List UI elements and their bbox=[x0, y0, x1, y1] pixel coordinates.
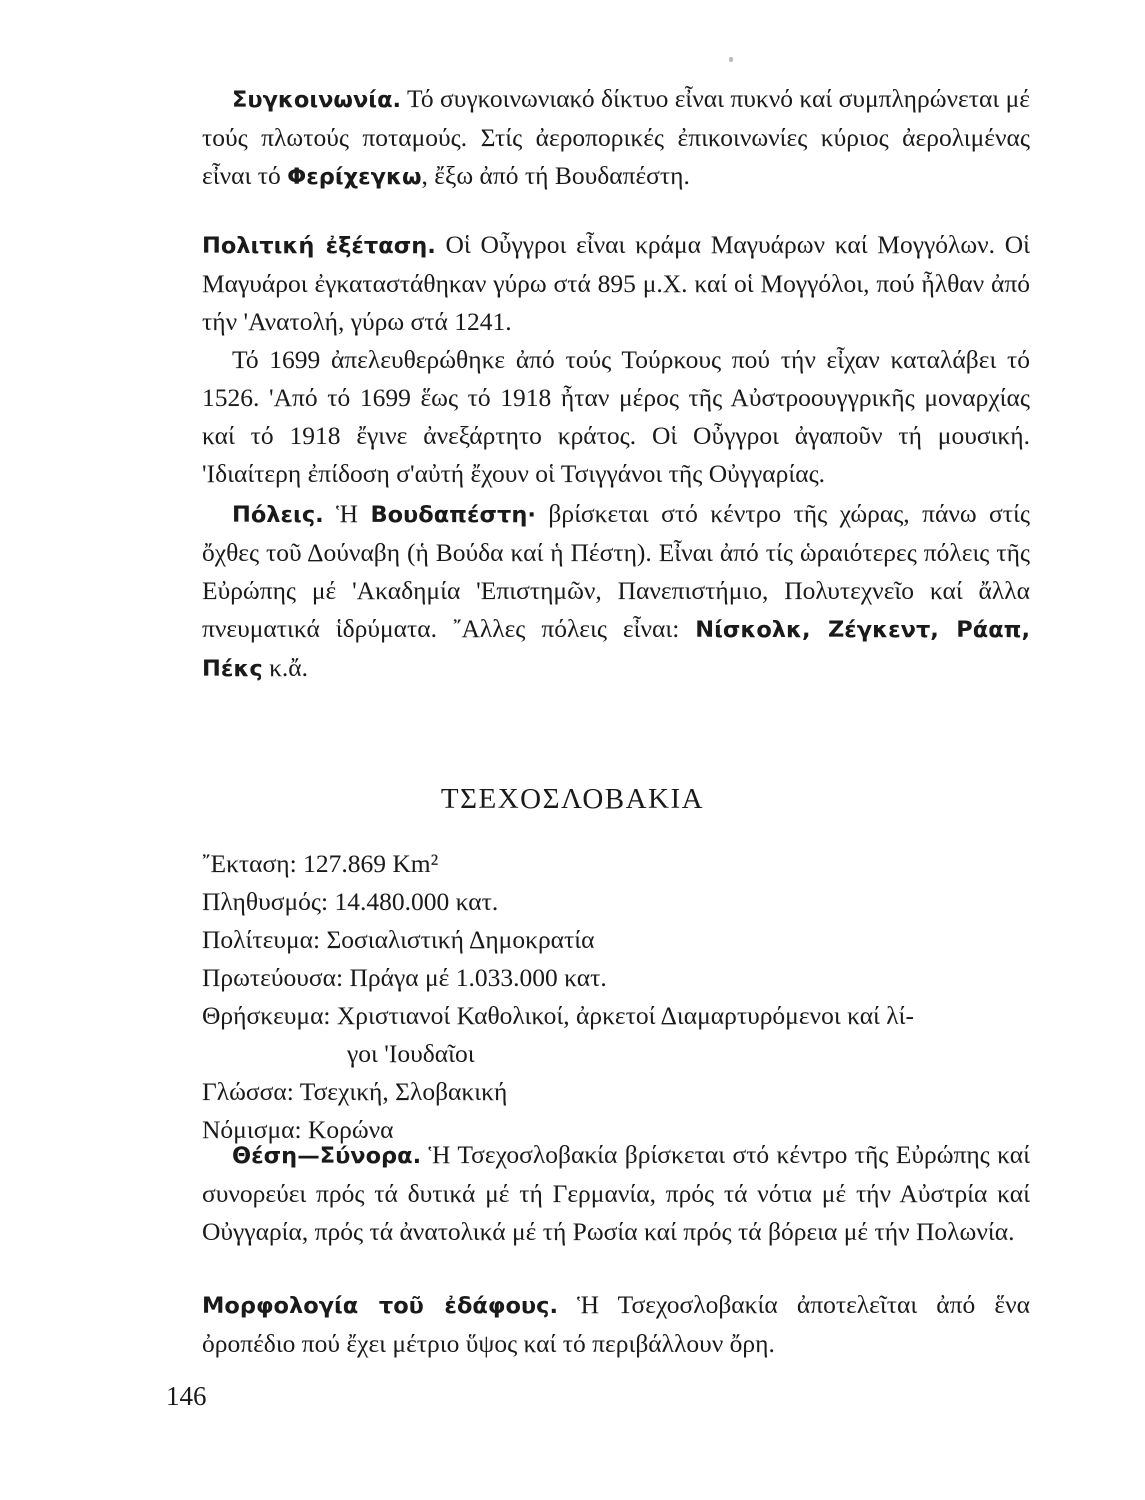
section-title: ΤΣΕΧΟΣΛΟΒΑΚΙΑ bbox=[440, 783, 705, 815]
text-politics-2: Τό 1699 ἀπελευθερώθηκε ἀπό τούς Τούρκους πού τήν εἶχαν καταλάβει τό 1526. 'Από τό 1699 ἕως τό 1918 ἦταν μέρος τῆς Αὐστροουγγρικῆς μοναρχίας καί τό 1918 ἔγινε ἀνεξάρτητο κράτος. Οἱ Οὖγγροι ἀγαποῦν τή μουσική. 'Ιδιαίτερη ἐπίδοση σ'αὐτή ἔχουν οἱ Τσιγγάνοι τῆς Οὐγγαρίας. bbox=[202, 345, 1030, 488]
fact-religion-cont: γοι 'Ιουδαῖοι bbox=[347, 1039, 475, 1068]
fact-area: ῎Εκταση: 127.869 Km² bbox=[202, 849, 439, 878]
fact-capital: Πρωτεύουσα: Πράγα μέ 1.033.000 κατ. bbox=[202, 963, 607, 992]
heading-morphology: Μορφολογία τοῦ ἐδάφους. bbox=[202, 1293, 558, 1319]
heading-politics: Πολιτική ἐξέταση. bbox=[202, 233, 436, 259]
text-cities-2: βρίσκεται στό κέντρο τῆς χώρας, πάνω στίς ὄχθες τοῦ Δούναβη (ἡ Βούδα καί ἡ Πέστη). Εἶναι ἀπό τίς ὡραιότερες πόλεις τῆς Εὐρώπης μέ 'Ακαδημία 'Επιστημῶν, Πανεπιστήμιο, Πολυτεχνεῖο καί ἄλλα πνευματικά ἱδρύματα. ῎Αλλες πόλεις εἶναι: bbox=[202, 499, 1030, 643]
heading-borders: Θέση—Σύνορα. bbox=[232, 1143, 422, 1169]
page-number: 146 bbox=[166, 1381, 207, 1411]
paragraph-politics bbox=[202, 226, 1030, 493]
paragraph-morphology bbox=[202, 1286, 1030, 1363]
scan-speck bbox=[729, 57, 733, 62]
fact-government: Πολίτευμα: Σοσιαλιστική Δημοκρατία bbox=[202, 925, 595, 954]
fact-currency: Νόμισμα: Κορώνα bbox=[202, 1115, 394, 1144]
text-politics-1: Οἱ Οὖγγροι εἶναι κράμα Μαγυάρων καί Μογγόλων. Οἱ Μαγυάροι ἐγκαταστάθηκαν γύρω στά 895 μ.Χ. καί οἱ Μογγόλοι, πού ἦλθαν ἀπό τήν 'Ανατολή, γύρω στά 1241. bbox=[202, 230, 1031, 336]
bold-ferihegy: Φερίχεγκω bbox=[287, 164, 422, 190]
text-borders: Ἡ Τσεχοσλοβακία βρίσκεται στό κέντρο τῆς Εὐρώπης καί συνορεύει πρός τά δυτικά μέ τή Γερμανία, πρός τά νότια μέ τήν Αὐστρία καί Οὐγγαρία, πρός τά ἀνατολικά μέ τή Ρωσία καί πρός τά βόρεια μέ τήν Πολωνία. bbox=[202, 1140, 1030, 1246]
bold-budapest: Βουδαπέστη· bbox=[370, 502, 536, 528]
paragraph-transport bbox=[202, 80, 1030, 196]
text-cities-1: Ἡ bbox=[323, 499, 371, 528]
heading-transport: Συγκοινωνία. bbox=[232, 87, 402, 113]
heading-cities: Πόλεις. bbox=[232, 502, 324, 528]
text-transport-1: Τό συγκοινωνιακό δίκτυο εἶναι πυκνό καί συμπληρώνεται μέ τούς πλωτούς ποταμούς. Στίς ἀεροπορικές ἐπικοινωνίες κύριος ἀερολιμένας εἶναι τό bbox=[202, 84, 1030, 190]
text-transport-2: , ἔξω ἀπό τή Βουδαπέστη. bbox=[421, 161, 690, 190]
paragraph-cities bbox=[202, 495, 1030, 688]
fact-population: Πληθυσμός: 14.480.000 κατ. bbox=[202, 887, 499, 916]
paragraph-borders bbox=[202, 1136, 1030, 1251]
text-morphology: Ἡ Τσεχοσλοβακία ἀποτελεῖται ἀπό ἕνα ὀροπέδιο πού ἔχει μέτριο ὕψος καί τό περιβάλλουν ὄρη. bbox=[202, 1290, 1030, 1358]
country-facts bbox=[202, 845, 1042, 1149]
bold-other-cities: Νίσκολκ, Ζέγκεντ, Ράαπ, Πέκς bbox=[202, 617, 1030, 682]
fact-religion: Θρήσκευμα: Χριστιανοί Καθολικοί, ἀρκετοί Διαμαρτυρόμενοι καί λί- bbox=[202, 1001, 915, 1030]
text-cities-3: κ.ἄ. bbox=[262, 653, 309, 682]
fact-language: Γλώσσα: Τσεχική, Σλοβακική bbox=[202, 1077, 508, 1106]
